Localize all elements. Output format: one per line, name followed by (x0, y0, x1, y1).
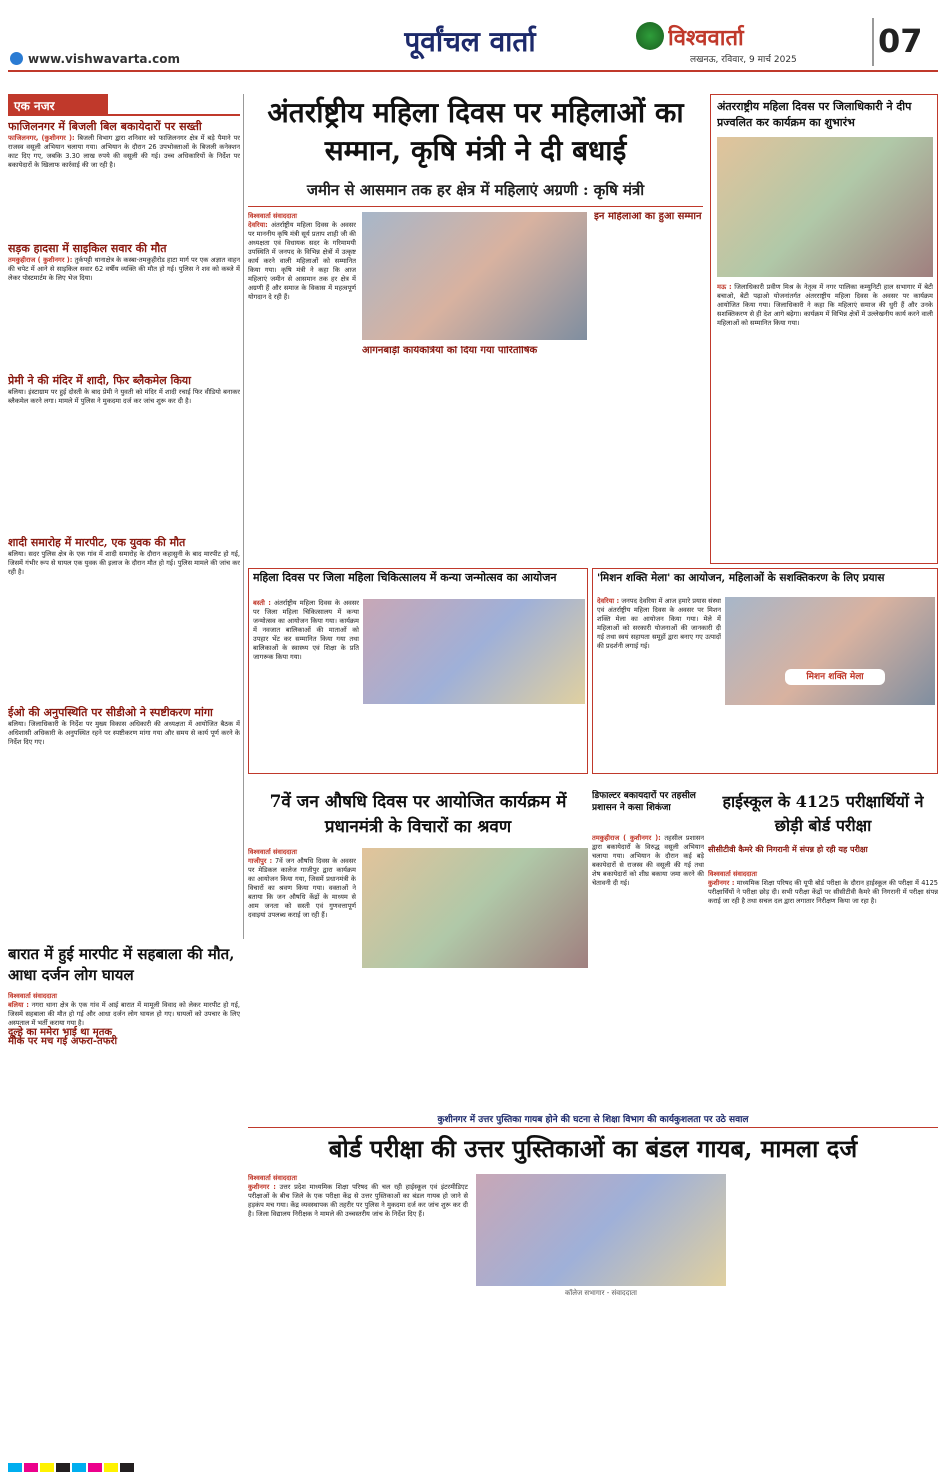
bottom-body (248, 1174, 468, 1442)
kanya-body (253, 599, 359, 771)
right-body (717, 283, 933, 559)
main-headline: अंतर्राष्ट्रीय महिला दिवस पर महिलाओं का सम्मान, कृषि मंत्री ने दी बधाई (267, 96, 684, 167)
mission-headline: 'मिशन शक्ति मेला' का आयोजन, महिलाओं के सशक्तिकरण के लिए प्रयास (597, 572, 885, 584)
main-body-col3 (594, 212, 703, 562)
brief-title: शादी समारोह में मारपीट, एक युवक की मौत (8, 536, 186, 549)
mission-photo (725, 597, 935, 705)
main-body: अंतर्राष्ट्रीय महिला दिवस के अवसर पर माननीय कृषि मंत्री सूर्य प्रताप शाही जी की अध्यक्षता एवं विधायक सदर के गरिमामयी उपस्थिति में जनपद के विभिन्न क्षेत्रों में उत्कृष्ट कार्य करने वाली महिलाओं को सम्मानित किया गया। कृषि मंत्री ने कहा कि आज महिलाएं जमीन से आसमान तक हर क्षेत्र में अग्रणी हैं और समाज के विकास में महत्वपूर्ण योगदान दे रही हैं। (248, 221, 356, 301)
tehsil-body (592, 834, 704, 1106)
kanya-story (248, 568, 588, 774)
main-story (248, 94, 703, 564)
tehsil-place: तमकुहीराज ( कुशीनगर ): (592, 834, 661, 842)
exam-place: कुशीनगर : (708, 879, 735, 887)
brief-title: सड़क हादसा में साइकिल सवार की मौत (8, 242, 167, 255)
bottom-caption: कॉलेज सभागार - संवाददाता (565, 1289, 637, 1297)
bottom-body-text: उत्तर प्रदेश माध्यमिक शिक्षा परिषद की चल रही हाईस्कूल एवं इंटरमीडिएट परीक्षाओं के बीच जिले के एक परीक्षा केंद्र से उत्तर पुस्तिकाओं का बंडल गायब हो जाने से हड़कंप मच गया। केंद्र व्यवस्थापक की तहरीर पर पुलिस ने मुकदमा दर्ज कर जांच शुरू कर दी है। जिला विद्यालय निरीक्षक ने मामले की उच्चस्तरीय जांच के निर्देश दिए हैं। (248, 1183, 468, 1218)
jan-aushadhi-place: गाजीपुर : (248, 857, 273, 865)
cmyk-strip (8, 1458, 938, 1472)
exam-story (708, 790, 938, 1108)
mission-place: देवरिया : (597, 597, 620, 605)
masthead-divider (872, 18, 874, 66)
column-divider (243, 94, 244, 939)
main-photo (362, 212, 587, 340)
page-number: 07 (878, 22, 923, 60)
brief-title: ईओ की अनुपस्थिति पर सीडीओ ने स्पष्टीकरण मांगा (8, 706, 213, 719)
brief-item (8, 706, 240, 906)
brief-item (8, 536, 240, 696)
jan-aushadhi-story (248, 790, 588, 1108)
mission-body (597, 597, 721, 771)
cmyk-swatch-3 (40, 1463, 54, 1472)
brief-place: तमकुहीराज ( कुशीनगर ): (8, 256, 73, 264)
brief-item (8, 242, 240, 382)
exam-body (708, 870, 938, 1106)
kanya-place: बस्ती : (253, 599, 271, 607)
right-photo (717, 137, 933, 277)
bottom-headline: बोर्ड परीक्षा की उत्तर पुस्तिकाओं का बंडल गायब, मामला दर्ज (328, 1134, 858, 1163)
ie-globe-icon (10, 52, 23, 65)
brief-title: प्रेमी ने की मंदिर में शादी, फिर ब्लैकमेल किया (8, 374, 192, 387)
brand-logo-icon (636, 22, 664, 50)
barat-headline: बारात में हुई मारपीट में सहबाला की मौत, आधा दर्जन लोग घायल (8, 945, 235, 984)
main-body-col2 (362, 346, 587, 562)
barat-body-text: नगरा थाना क्षेत्र के एक गांव में आई बारात में मामूली विवाद को लेकर मारपीट हो गई, जिसमें सहबाला की मौत हो गई और आधा दर्जन लोग घायल हो गए। घायलों को उपचार के लिए अस्पताल में भर्ती कराया गया है। (8, 1001, 240, 1027)
exam-headline: हाईस्कूल के 4125 परीक्षार्थियों ने छोड़ी बोर्ड परीक्षा (722, 792, 924, 835)
cmyk-swatch-5 (72, 1463, 86, 1472)
jan-aushadhi-body-text: 7वें जन औषधि दिवस के अवसर पर मेडिकल कालेज गाजीपुर द्वारा कार्यक्रम का आयोजन किया गया, जिसमें प्रधानमंत्री के विचारों का श्रवण किया गया। वक्ताओं ने बताया कि जन औषधि केंद्रों के माध्यम से आम जनता को सस्ती एवं गुणवत्तापूर्ण दवाइयां उपलब्ध कराई जा रही हैं। (248, 857, 356, 919)
cmyk-swatch-7 (104, 1463, 118, 1472)
brief-body: बलिया। सदर पुलिस क्षेत्र के एक गांव में शादी समारोह के दौरान कहासुनी के बाद मारपीट हो गई, जिसमें गंभीर रूप से घायल एक युवक की इलाज के दौरान मौत हो गई। पुलिस मामले की जांच कर रही है। (8, 550, 240, 576)
kanya-body-text: अंतर्राष्ट्रीय महिला दिवस के अवसर पर जिला महिला चिकित्सालय में कन्या जन्मोत्सव का आयोजन किया गया। कार्यक्रम में नवजात बालिकाओं की माताओं को उपहार भेंट कर सम्मानित किया गया तथा बालिकाओं के स्वास्थ्य एवं शिक्षा के प्रति जागरूक किया गया। (253, 599, 359, 661)
cmyk-swatch-4 (56, 1463, 70, 1472)
cmyk-swatch-2 (24, 1463, 38, 1472)
main-subhead-1: आंगनबाड़ी कार्यकर्त्रियों को दिया गया पारितोषिक (362, 346, 538, 356)
barat-subhead-2: मौके पर मच गई अफरा-तफरी (8, 1036, 118, 1047)
brief-body: बलिया। जिलाधिकारी के निर्देश पर मुख्य विकास अधिकारी की अध्यक्षता में आयोजित बैठक में अधिशासी अधिकारी के अनुपस्थित रहने पर स्पष्टीकरण मांगा गया और समय से कार्य पूर्ण करने के निर्देश दिए गए। (8, 720, 240, 746)
exam-subhead: सीसीटीवी कैमरे की निगरानी में संपन्न हो रही यह परीक्षा (708, 845, 868, 854)
mission-story (592, 568, 938, 774)
main-place: देवरिया: (248, 221, 268, 229)
barat-place: बलिया : (8, 1001, 29, 1009)
briefs-rule (8, 114, 240, 116)
main-subhead: जमीन से आसमान तक हर क्षेत्र में महिलाएं अग्रणी : कृषि मंत्री (306, 181, 645, 199)
jan-aushadhi-headline: 7वें जन औषधि दिवस पर आयोजित कार्यक्रम में प्रधानमंत्री के विचारों का श्रवण (269, 792, 567, 837)
cmyk-swatch-8 (120, 1463, 134, 1472)
main-byline: विश्ववार्ता संवाददाता (248, 212, 297, 220)
brief-item (8, 120, 240, 250)
brief-place: फाजिलनगर, (कुशीनगर ): (8, 134, 75, 142)
brief-title: फाजिलनगर में बिजली बिल बकायेदारों पर सख्ती (8, 120, 202, 133)
cmyk-swatch-1 (8, 1463, 22, 1472)
jan-aushadhi-byline: विश्ववार्ता संवाददाता (248, 848, 297, 856)
barat-subhead-1: दूल्हे का ममेरा भाई था मृतक (8, 1027, 113, 1038)
section-title: पूर्वांचल वार्ता (404, 25, 536, 58)
right-place: मऊ : (717, 283, 732, 291)
main-subhead-2: इन महिलाओं का हुआ सम्मान (594, 212, 702, 222)
bottom-place: कुशीनगर : (248, 1183, 276, 1191)
briefs-label: एक नजर (8, 94, 108, 114)
jan-aushadhi-photo (362, 848, 588, 968)
tehsil-body-text: तहसील प्रशासन द्वारा बकायेदारों के विरुद्ध वसूली अभियान चलाया गया। अभियान के दौरान कई बड़े बकायेदारों से राजस्व की वसूली की गई तथा शेष बकायेदारों को शीघ्र बकाया जमा करने की चेतावनी दी गई। (592, 834, 704, 887)
jan-aushadhi-body (248, 848, 356, 1106)
barat-body (8, 992, 240, 1442)
tehsil-story (592, 790, 704, 1108)
cmyk-swatch-6 (88, 1463, 102, 1472)
brand-name: विश्ववार्ता (668, 26, 744, 50)
barat-byline: विश्ववार्ता संवाददाता (8, 992, 57, 1000)
right-story (710, 94, 938, 564)
brief-body: बिजली विभाग द्वारा शनिवार को फाजिलनगर क्षेत्र में बड़े पैमाने पर राजस्व वसूली अभियान चलाया गया। अभियान के दौरान 26 उपभोक्ताओं के बिजली कनेक्शन काट दिए गए, जबकि 3.30 लाख रुपये की वसूली की गई। उच्च अधिकारियों के निर्देश पर बकायेदारों के खिलाफ कार्रवाई की जा रही है। (8, 134, 240, 169)
bottom-kicker: कुशीनगर में उत्तर पुस्तिका गायब होने की घटना से शिक्षा विभाग की कार्यकुशलता पर उठे सवाल (248, 1112, 938, 1128)
kanya-headline: महिला दिवस पर जिला महिला चिकित्सालय में कन्या जन्मोत्सव का आयोजन (253, 571, 557, 584)
right-body-text: जिलाधिकारी प्रवीण मिश्र के नेतृत्व में नगर पालिका कम्युनिटी हाल सभागार में बेटी बचाओ, बेटी पढ़ाओ योजनांतर्गत अंतरराष्ट्रीय महिला दिवस के अवसर पर कार्यक्रम आयोजित किया गया। जिलाधिकारी ने कहा कि महिलाएं समाज की धुरी हैं और उनके सशक्तिकरण से ही देश आगे बढ़ेगा। कार्यक्रम में विभिन्न क्षेत्रों में उल्लेखनीय कार्य करने वाली महिलाओं को सम्मानित किया गया। (717, 283, 933, 327)
left-briefs (8, 94, 240, 944)
main-body-col1 (248, 212, 356, 562)
barat-story (8, 944, 240, 1444)
kanya-photo (363, 599, 585, 704)
mission-banner: मिशन शक्ति मेला (785, 669, 885, 685)
mission-body-text: जनपद देवरिया में आज हमारे प्रयास संस्था एवं अंतर्राष्ट्रीय महिला दिवस के अवसर पर मिशन शक्ति मेला का आयोजन किया गया। मेले में महिलाओं को सरकारी योजनाओं की जानकारी दी गई तथा स्वयं सहायता समूहों द्वारा बनाए गए उत्पादों की प्रदर्शनी लगाई गई। (597, 597, 721, 650)
masthead-rule (8, 70, 938, 72)
main-rule (248, 206, 703, 207)
exam-byline: विश्ववार्ता संवाददाता (708, 870, 757, 878)
brief-item (8, 374, 240, 524)
tehsil-headline: डिफाल्टर बकायदारों पर तहसील प्रशासन ने कसा शिकंजा (592, 791, 696, 813)
bottom-photo (476, 1174, 726, 1286)
brief-body: बलिया। इंस्टाग्राम पर हुई दोस्ती के बाद प्रेमी ने युवती को मंदिर में शादी रचाई फिर वीडियो बनाकर ब्लैकमेल करने लगा। मामले में पुलिस ने मुकदमा दर्ज कर जांच शुरू कर दी है। (8, 388, 240, 405)
website-url[interactable]: www.vishwavarta.com (28, 52, 180, 66)
right-headline: अंतरराष्ट्रीय महिला दिवस पर जिलाधिकारी ने दीप प्रज्वलित कर कार्यक्रम का शुभारंभ (717, 100, 912, 129)
masthead (0, 0, 945, 72)
dateline: लखनऊ, रविवार, 9 मार्च 2025 (690, 55, 797, 65)
brief-body: तुर्कपट्टी थानाक्षेत्र के कस्बा-तमकुहीरोड हाटा मार्ग पर एक अज्ञात वाहन की चपेट में आने से साइकिल सवार 62 वर्षीय व्यक्ति की मौत हो गई। पुलिस ने शव को कब्जे में लेकर पोस्टमार्टम के लिए भेज दिया। (8, 256, 240, 282)
bottom-byline: विश्ववार्ता संवाददाता (248, 1174, 297, 1182)
bottom-story (248, 1112, 938, 1444)
exam-body-text: माध्यमिक शिक्षा परिषद की यूपी बोर्ड परीक्षा के दौरान हाईस्कूल की परीक्षा में 4125 परीक्षार्थियों ने परीक्षा छोड़ दी। सभी परीक्षा केंद्रों पर सीसीटीवी कैमरे की निगरानी में परीक्षा संपन्न कराई जा रही है तथा सचल दल द्वारा लगातार निरीक्षण किया जा रहा है। (708, 879, 938, 905)
